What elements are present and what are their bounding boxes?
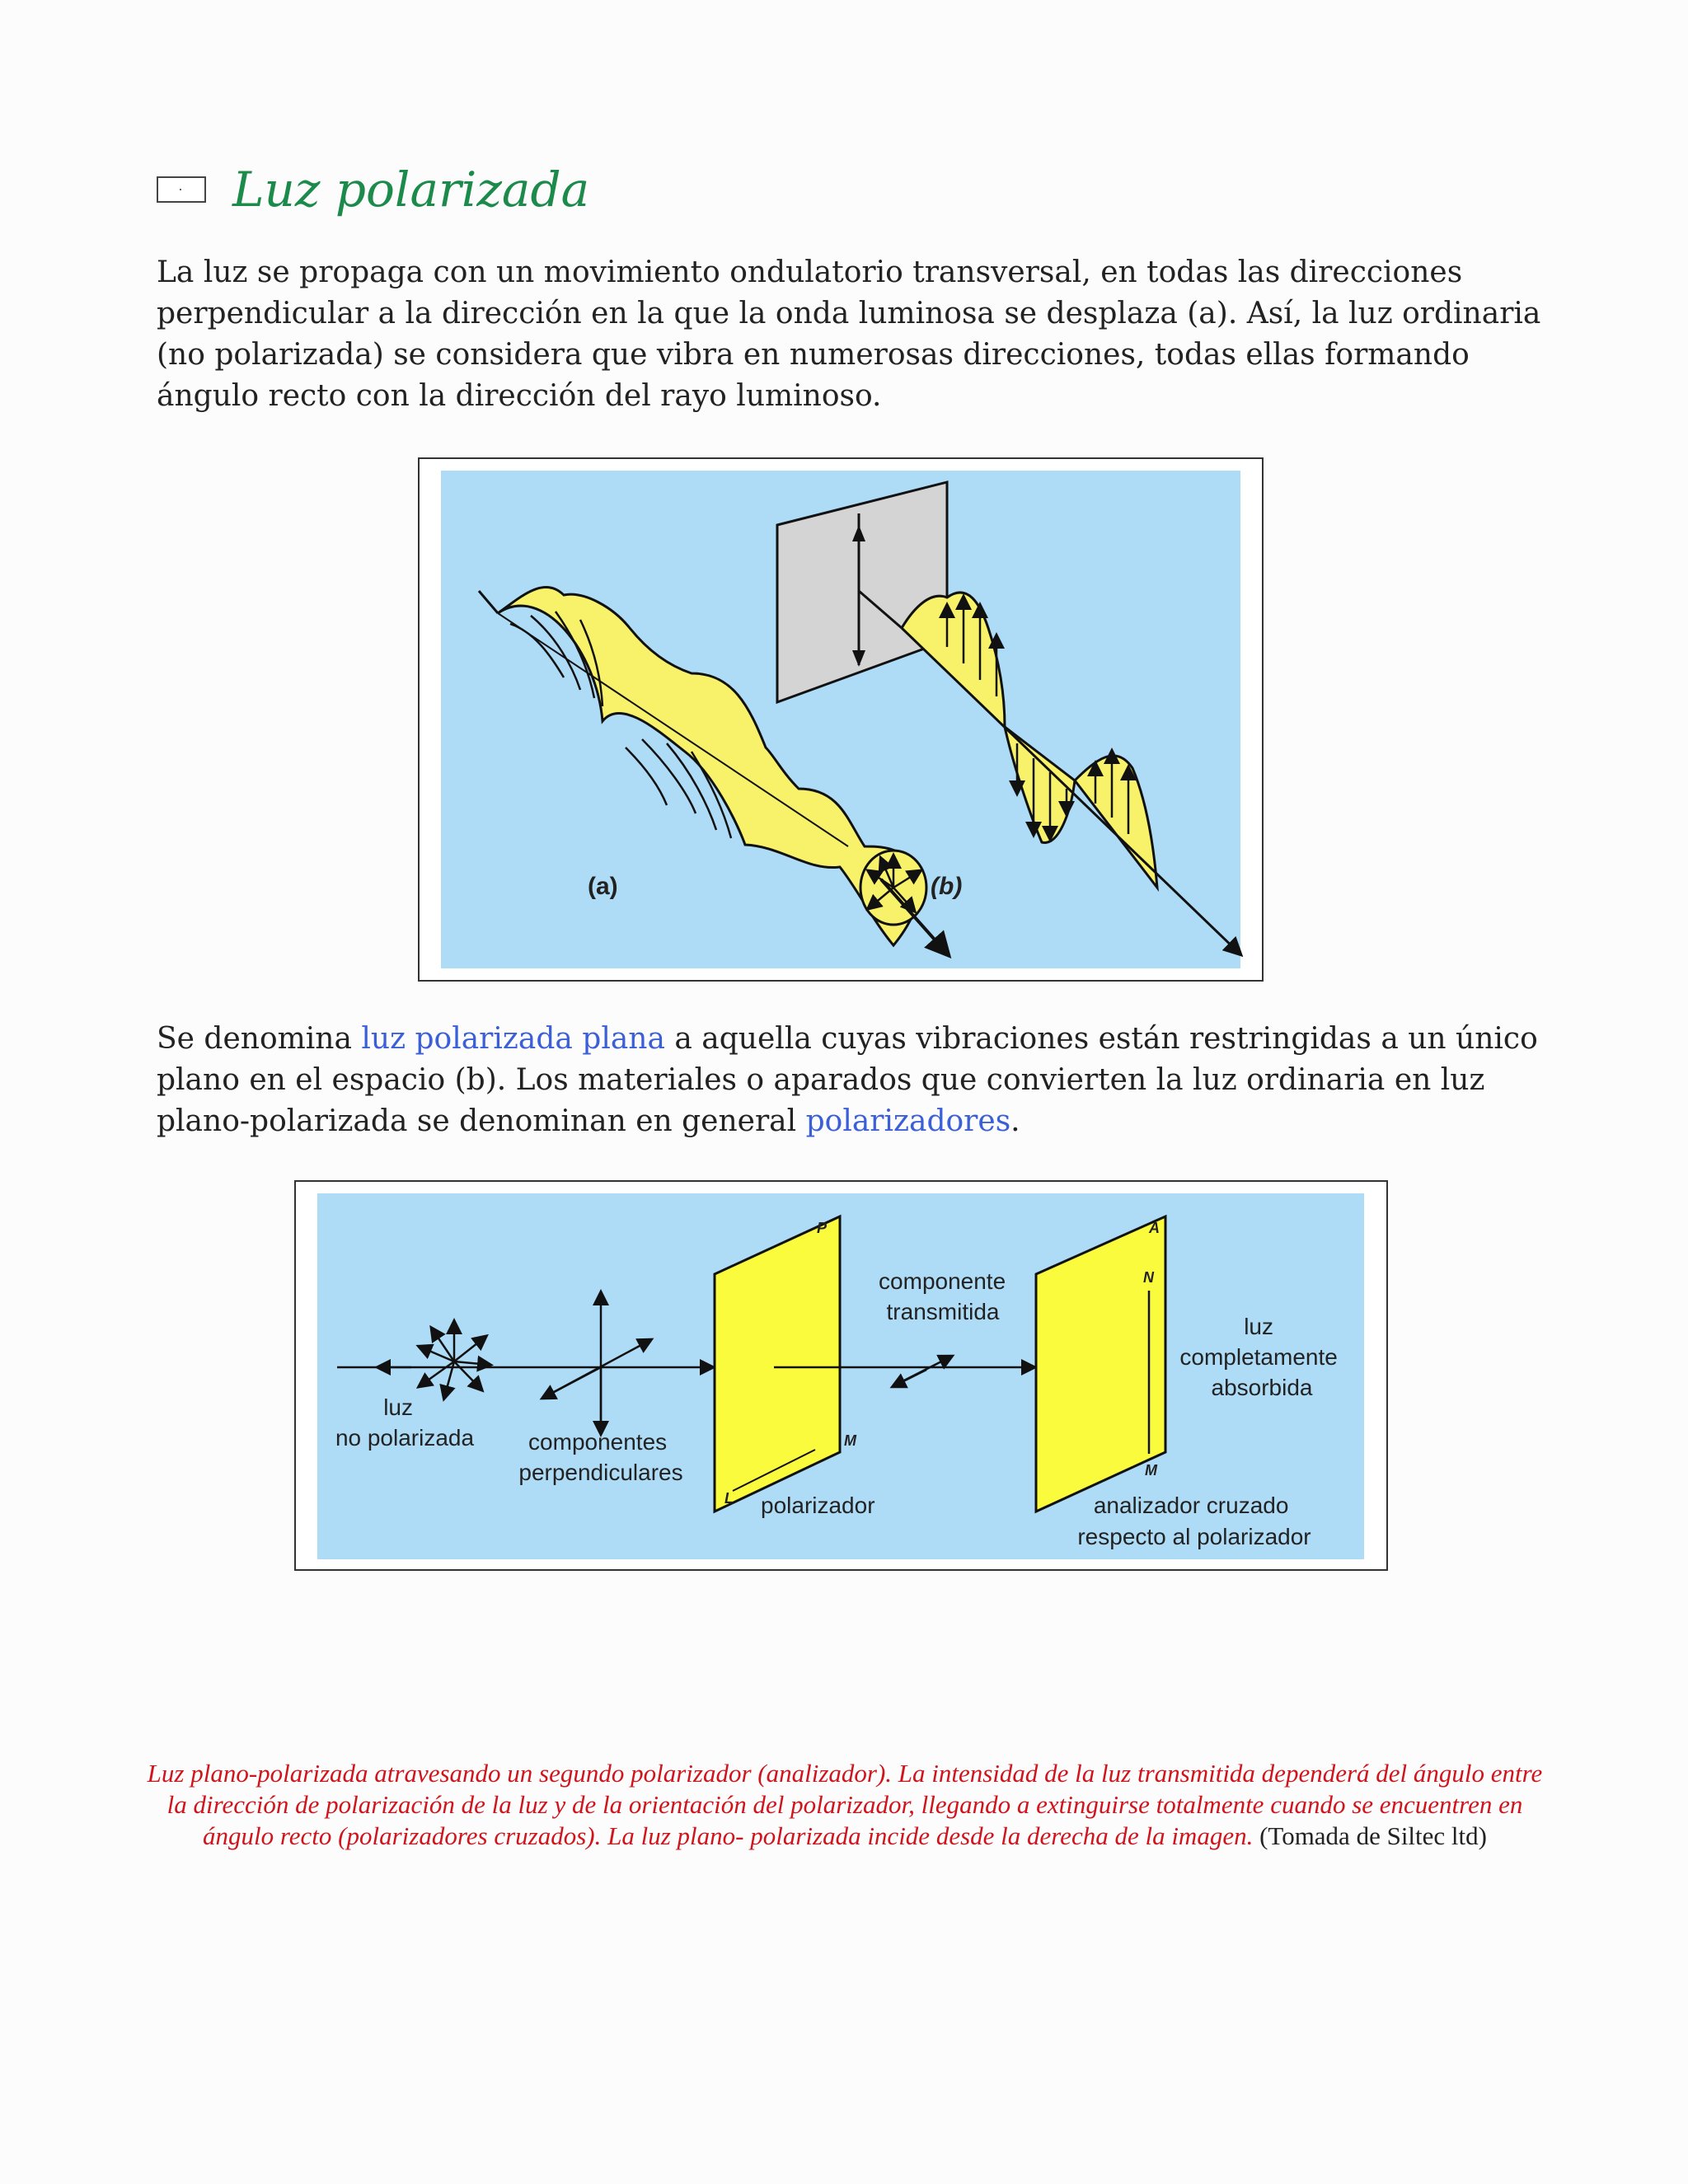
label-analizador: analizador cruzado respecto al polarizador	[1077, 1493, 1311, 1549]
label-luz-no-polarizada: luz no polarizada	[335, 1394, 475, 1451]
caption-text: Luz plano-polarizada atravesando un segundo polarizador (analizador). La intensidad de la luz transmitida dependerá del ángulo entre la dirección de polarización de la luz y de la orientación del polarizador, llegando a extinguirse totalmente cuando se encuentren en ángulo recto (polarizadores cruzados). La luz plano- polarizada incide desde la derecha de la imagen.	[147, 1759, 1543, 1850]
figure-wave-polarization	[418, 457, 1264, 982]
link-luz-polarizada-plana[interactable]: luz polarizada plana	[361, 1022, 665, 1056]
checkbox-icon	[157, 176, 206, 203]
label-a: (a)	[588, 873, 618, 900]
text-span: Se denomina	[157, 1022, 362, 1056]
label-componentes: componentes perpendiculares	[518, 1429, 683, 1485]
letter-l: L	[724, 1490, 734, 1507]
figure-caption	[140, 1758, 1550, 1852]
label-b: (b)	[931, 873, 963, 900]
intro-paragraph: La luz se propaga con un movimiento ondulatorio transversal, en todas las direcciones perpendicular a la dirección en la que la onda luminosa se desplaza (a). Así, la luz ordinaria (no polarizada) se considera que vibra en numerosas direcciones, todas ellas formando ángulo recto con la dirección del rayo luminoso.	[157, 255, 1541, 413]
polarized-paragraph	[157, 1019, 1541, 1142]
text-span: .	[1010, 1104, 1020, 1138]
page-title: Luz polarizada	[232, 162, 590, 218]
letter-m: M	[844, 1432, 856, 1449]
letter-a: A	[1149, 1220, 1160, 1236]
letter-n: N	[1143, 1269, 1154, 1286]
link-polarizadores[interactable]: polarizadores	[805, 1104, 1011, 1138]
figure-polarizer-analyzer	[294, 1180, 1388, 1571]
section-heading	[157, 157, 589, 223]
letter-p: P	[817, 1220, 828, 1236]
caption-source: (Tomada de Siltec ltd)	[1259, 1821, 1487, 1850]
label-luz-absorbida: luz completamente absorbida	[1179, 1314, 1338, 1400]
text-span: a aquella cuyas vibraciones están restringidas a un único plano en el espacio (b). Los materiales o aparados que convierten la luz ordinaria en luz plano-polarizada se denominan en general	[157, 1022, 1538, 1138]
letter-m: M	[1145, 1462, 1157, 1479]
label-polarizador: polarizador	[761, 1493, 875, 1518]
label-componente-transmitida: componente transmitida	[879, 1268, 1006, 1324]
